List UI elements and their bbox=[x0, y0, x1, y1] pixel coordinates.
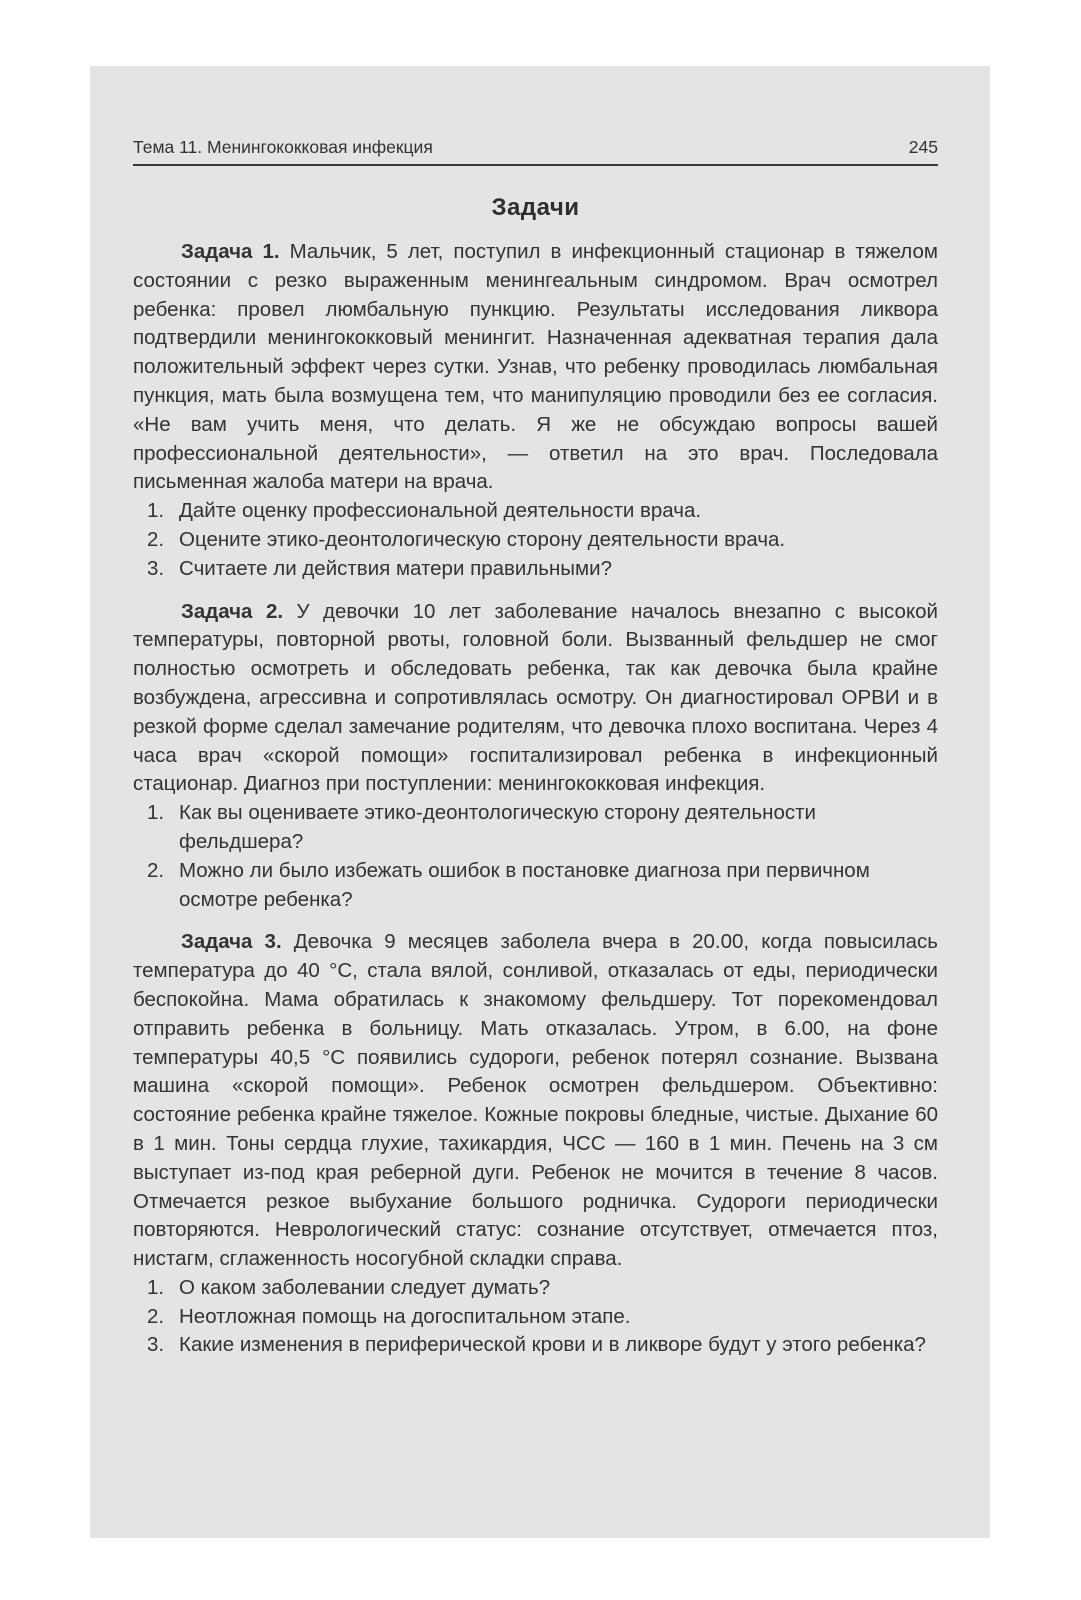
question-number: 2. bbox=[147, 858, 165, 882]
question-number: 2. bbox=[147, 527, 165, 551]
question-text: О каком заболевании следует думать? bbox=[179, 1275, 551, 1299]
task-2-body bbox=[133, 598, 938, 800]
book-page bbox=[133, 136, 938, 1360]
task-3-label: Задача 3. bbox=[181, 930, 282, 954]
question-item bbox=[133, 1274, 938, 1303]
question-item bbox=[133, 857, 938, 915]
question-item bbox=[133, 1331, 938, 1360]
question-text: Оцените этико-деонтологическую сторону деятельности врача. bbox=[179, 527, 786, 551]
task-2-label: Задача 2. bbox=[181, 599, 284, 623]
task-3 bbox=[133, 928, 938, 1360]
task-1-body bbox=[133, 238, 938, 497]
task-2-text: У девочки 10 лет заболевание началось внезапно с высокой температуры, повторной рвоты, головной боли. Вызванный фельдшер не смог полностью осмотреть и обследовать ребенка, так как девочка была крайне возбуждена, агрессивна и сопротивлялась осмотру. Он диагностировал ОРВИ и в резкой форме сделал замечание родителям, что девочка плохо воспитана. Через 4 часа врач «скорой помощи» госпитализировал ребенка в инфекционный стационар. Диагноз при поступлении: менингококковая инфекция. bbox=[133, 599, 938, 796]
question-text: Можно ли было избежать ошибок в постановке диагноза при первичном осмотре ребенка? bbox=[179, 858, 870, 911]
task-1-questions bbox=[133, 497, 938, 583]
question-text: Как вы оцениваете этико-деонтологическую сторону деятельности фельдшера? bbox=[179, 801, 816, 853]
question-text: Дайте оценку профессиональной деятельности врача. bbox=[179, 499, 702, 523]
question-item bbox=[133, 526, 938, 555]
task-1-label: Задача 1. bbox=[181, 240, 280, 263]
question-number: 1. bbox=[147, 499, 165, 523]
section-title: Задачи bbox=[491, 194, 580, 221]
question-number: 1. bbox=[147, 801, 165, 825]
task-2 bbox=[133, 598, 938, 915]
task-3-text: Девочка 9 месяцев заболела вчера в 20.00, когда повысилась температура до 40 °С, стала вялой, сонливой, отказалась от еды, периодически беспокойна. Мама обратилась к знакомому фельдшеру. Тот порекомендовал отправить ребенка в больницу. Мать отказалась. Утром, в 6.00, на фоне температуры 40,5 °С появились судороги, ребенок потерял сознание. Вызвана машина «скорой помощи». Ребенок осмотрен фельдшером. Объективно: состояние ребенка крайне тяжелое. Кожные покровы бледные, чистые. Дыхание 60 в 1 мин. Тоны сердца глухие, тахикардия, ЧСС — 160 в 1 мин. Печень на 3 см выступает из-под края реберной дуги. Ребенок не мочится в течение 8 часов. Отмечается резкое выбухание большого родничка. Судороги периодически повторяются. Неврологический статус: сознание отсутствует, отмечается птоз, нистагм, сглаженность носогубной складки справа. bbox=[133, 930, 938, 1271]
running-header bbox=[133, 136, 938, 166]
task-2-questions bbox=[133, 799, 938, 914]
question-number: 3. bbox=[147, 1333, 165, 1357]
task-3-questions bbox=[133, 1274, 938, 1360]
question-item bbox=[133, 555, 938, 584]
question-number: 1. bbox=[147, 1275, 165, 1299]
question-number: 2. bbox=[147, 1304, 165, 1328]
task-1 bbox=[133, 238, 938, 584]
question-text: Какие изменения в периферической крови и в ликворе будут у этого ребенка? bbox=[179, 1333, 926, 1357]
task-3-body bbox=[133, 928, 938, 1274]
task-1-text: Мальчик, 5 лет, поступил в инфекционный стационар в тяжелом состоянии с резко выраженным менингеальным синдромом. Врач осмотрел ребенка: провел люмбальную пункцию. Результаты исследования ликвора подтвердили менингококковый менингит. Назначенная адекватная терапия дала положительный эффект через сутки. Узнав, что ребенку проводилась люмбальная пункция, мать была возмущена тем, что манипуляцию проводили без ее согласия. «Не вам учить меня, что делать. Я же не обсуждаю вопросы вашей профессиональной деятельности», — ответил на это врач. Последовала письменная жалоба матери на врача. bbox=[133, 240, 938, 494]
question-number: 3. bbox=[147, 556, 165, 580]
question-item bbox=[133, 799, 938, 857]
running-title: Тема 11. Менингококковая инфекция bbox=[133, 137, 433, 157]
question-text: Неотложная помощь на догоспитальном этапе. bbox=[179, 1304, 631, 1328]
question-item bbox=[133, 497, 938, 526]
page-number: 245 bbox=[908, 137, 938, 157]
question-text: Считаете ли действия матери правильными? bbox=[179, 556, 612, 580]
question-item bbox=[133, 1303, 938, 1332]
